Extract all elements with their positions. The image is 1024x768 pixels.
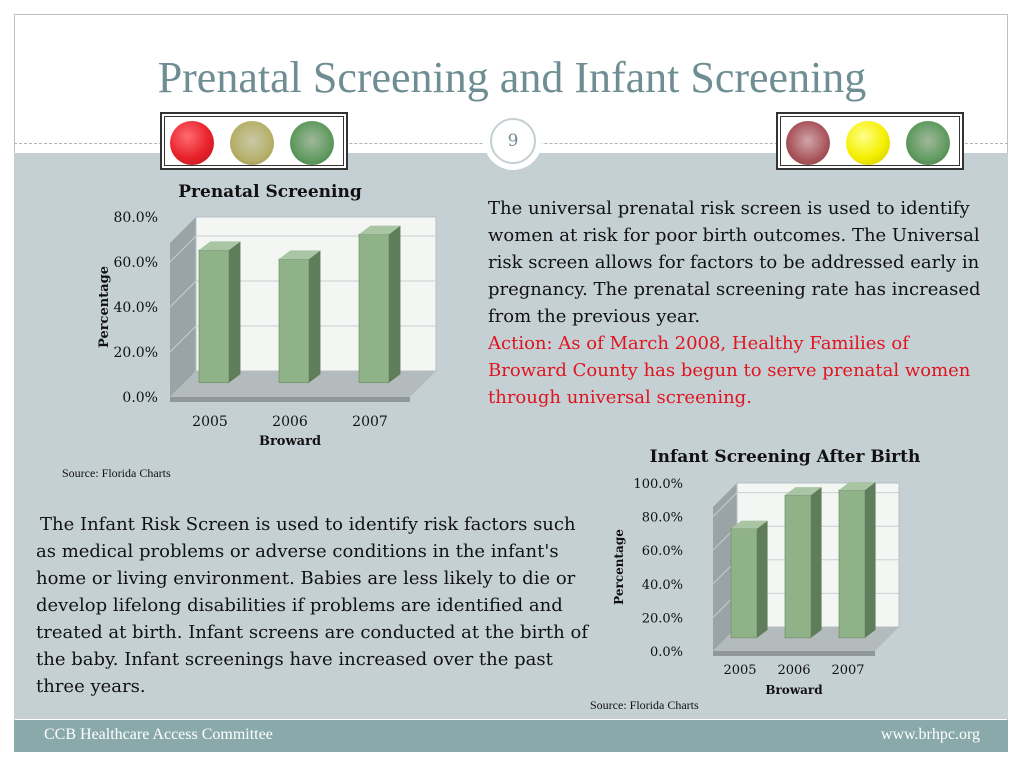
- infant-screening-chart: [595, 473, 915, 705]
- chart-side-wall: [170, 217, 196, 397]
- y-tick-label: 40.0%: [641, 577, 683, 593]
- footer-website: www.brhpc.org: [880, 726, 980, 743]
- red-light-icon: [170, 121, 214, 165]
- bar-2007: [359, 226, 400, 383]
- y-tick-label: 20.0%: [641, 611, 683, 627]
- y-tick-label: 100.0%: [633, 477, 683, 492]
- y-tick-label: 60.0%: [641, 544, 683, 560]
- chart-gridline: [713, 473, 737, 483]
- yellow-light-icon: [846, 121, 890, 165]
- x-axis-title: Broward: [765, 683, 823, 697]
- action-paragraph: Action: As of March 2008, Healthy Families of Broward County has begun to serve prenatal women through universal screening.: [488, 333, 971, 408]
- x-tick-label: 2006: [777, 663, 811, 678]
- yellow-light-icon: [230, 121, 274, 165]
- chart2-source: Source: Florida Charts: [590, 698, 699, 712]
- x-tick-label: 2007: [831, 663, 865, 678]
- x-tick-label: 2006: [272, 414, 308, 430]
- chart1-title: Prenatal Screening: [178, 182, 362, 202]
- y-tick-label: 80.0%: [641, 510, 683, 526]
- y-axis-title: Percentage: [97, 266, 112, 348]
- red-light-icon: [786, 121, 830, 165]
- y-tick-label: 0.0%: [122, 390, 158, 406]
- y-tick-label: 80.0%: [113, 210, 158, 226]
- y-axis-title: Percentage: [612, 529, 626, 605]
- chart1-source: Source: Florida Charts: [62, 466, 171, 480]
- infant-description: The Infant Risk Screen is used to identify risk factors such as medical problems or adverse conditions in the infant's home or living environment. Babies are less likely to die or develop lifelong disabilities if problems are identified and treated at birth. Infant screens are conducted at the birth of the baby. Infant screenings have increased over the past three years.: [36, 514, 588, 697]
- prenatal-screening-chart: [40, 205, 440, 460]
- page-number: 9: [490, 118, 536, 164]
- y-tick-label: 20.0%: [113, 345, 158, 361]
- chart-floor-edge: [713, 651, 875, 656]
- y-tick-label: 60.0%: [113, 255, 158, 271]
- green-light-icon: [906, 121, 950, 165]
- prenatal-paragraph: The universal prenatal risk screen is used to identify women at risk for poor birth outcomes. The Universal risk screen allows for factors to be addressed early in pregnancy. The prenatal screening rate has increased from the previous year.: [488, 198, 981, 327]
- traffic-light-right: [776, 112, 964, 170]
- bar-2006: [279, 250, 320, 382]
- footer-committee: CCB Healthcare Access Committee: [44, 726, 273, 743]
- bar-2005: [731, 521, 768, 638]
- bar-2007: [839, 482, 876, 638]
- x-tick-label: 2005: [723, 663, 757, 678]
- y-tick-label: 40.0%: [113, 300, 158, 316]
- x-tick-label: 2007: [352, 414, 388, 430]
- x-tick-label: 2005: [192, 414, 228, 430]
- chart-gridline: [170, 205, 196, 217]
- bar-2005: [199, 241, 240, 382]
- x-axis-title: Broward: [258, 434, 322, 449]
- traffic-light-left: [160, 112, 348, 170]
- bar-2006: [785, 487, 822, 638]
- slide-title: Prenatal Screening and Infant Screening: [157, 53, 867, 102]
- chart-floor-edge: [170, 397, 410, 402]
- footer-bar: [14, 720, 1008, 752]
- prenatal-description: [488, 195, 988, 411]
- y-tick-label: 0.0%: [649, 645, 683, 660]
- green-light-icon: [290, 121, 334, 165]
- chart2-title: Infant Screening After Birth: [649, 447, 921, 467]
